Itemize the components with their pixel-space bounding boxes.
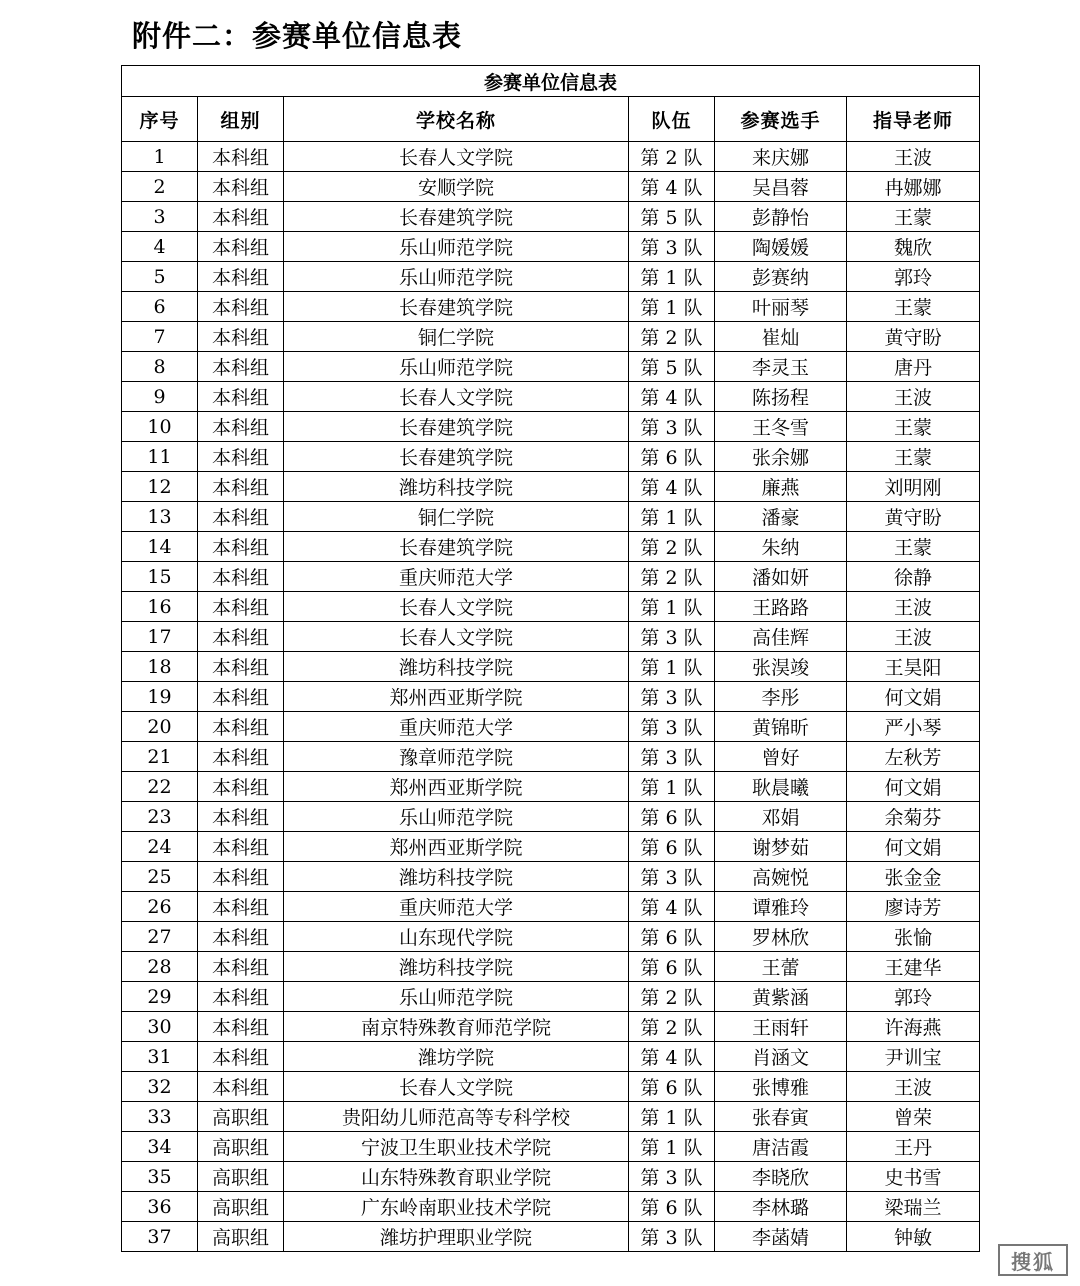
cell-group: 本科组 [198, 892, 284, 922]
cell-advisor: 王蒙 [847, 292, 980, 322]
cell-contestant: 谢梦茹 [715, 832, 847, 862]
cell-group: 本科组 [198, 382, 284, 412]
cell-group: 本科组 [198, 562, 284, 592]
cell-index: 19 [122, 682, 198, 712]
cell-team: 第 6 队 [629, 802, 715, 832]
cell-group: 本科组 [198, 1072, 284, 1102]
cell-contestant: 罗林欣 [715, 922, 847, 952]
table-row [122, 922, 980, 952]
cell-school: 潍坊护理职业学院 [284, 1222, 629, 1252]
cell-school: 郑州西亚斯学院 [284, 772, 629, 802]
cell-team: 第 6 队 [629, 922, 715, 952]
cell-school: 广东岭南职业技术学院 [284, 1192, 629, 1222]
cell-index: 24 [122, 832, 198, 862]
cell-group: 本科组 [198, 202, 284, 232]
cell-school: 长春人文学院 [284, 142, 629, 172]
table-row [122, 802, 980, 832]
cell-index: 5 [122, 262, 198, 292]
table-row [122, 682, 980, 712]
info-table [121, 65, 980, 1252]
table-caption: 参赛单位信息表 [122, 66, 980, 97]
cell-contestant: 崔灿 [715, 322, 847, 352]
cell-advisor: 何文娟 [847, 772, 980, 802]
cell-advisor: 何文娟 [847, 832, 980, 862]
cell-group: 本科组 [198, 802, 284, 832]
cell-team: 第 3 队 [629, 682, 715, 712]
cell-index: 37 [122, 1222, 198, 1252]
cell-advisor: 郭玲 [847, 262, 980, 292]
cell-team: 第 1 队 [629, 652, 715, 682]
cell-index: 27 [122, 922, 198, 952]
cell-contestant: 张淏竣 [715, 652, 847, 682]
cell-advisor: 魏欣 [847, 232, 980, 262]
cell-team: 第 3 队 [629, 1222, 715, 1252]
cell-contestant: 朱纳 [715, 532, 847, 562]
cell-index: 20 [122, 712, 198, 742]
cell-advisor: 王蒙 [847, 442, 980, 472]
cell-advisor: 王蒙 [847, 412, 980, 442]
cell-advisor: 王波 [847, 142, 980, 172]
cell-school: 潍坊科技学院 [284, 862, 629, 892]
table-row [122, 142, 980, 172]
cell-contestant: 廉燕 [715, 472, 847, 502]
cell-index: 29 [122, 982, 198, 1012]
cell-group: 本科组 [198, 532, 284, 562]
cell-contestant: 王蕾 [715, 952, 847, 982]
table-row [122, 322, 980, 352]
cell-school: 长春人文学院 [284, 592, 629, 622]
cell-advisor: 左秋芳 [847, 742, 980, 772]
cell-group: 本科组 [198, 292, 284, 322]
cell-team: 第 6 队 [629, 952, 715, 982]
table-row [122, 1162, 980, 1192]
cell-school: 郑州西亚斯学院 [284, 832, 629, 862]
cell-advisor: 钟敏 [847, 1222, 980, 1252]
cell-group: 本科组 [198, 622, 284, 652]
table-row [122, 472, 980, 502]
cell-team: 第 5 队 [629, 202, 715, 232]
cell-group: 高职组 [198, 1162, 284, 1192]
cell-team: 第 4 队 [629, 1042, 715, 1072]
cell-team: 第 2 队 [629, 562, 715, 592]
cell-group: 本科组 [198, 712, 284, 742]
cell-school: 长春建筑学院 [284, 532, 629, 562]
cell-school: 铜仁学院 [284, 502, 629, 532]
table-row [122, 262, 980, 292]
cell-index: 4 [122, 232, 198, 262]
cell-group: 本科组 [198, 742, 284, 772]
table-row [122, 1042, 980, 1072]
cell-index: 32 [122, 1072, 198, 1102]
cell-school: 重庆师范大学 [284, 712, 629, 742]
cell-school: 长春建筑学院 [284, 202, 629, 232]
cell-advisor: 王丹 [847, 1132, 980, 1162]
header-advisor: 指导老师 [847, 97, 980, 142]
cell-school: 潍坊科技学院 [284, 952, 629, 982]
cell-index: 17 [122, 622, 198, 652]
cell-contestant: 王冬雪 [715, 412, 847, 442]
cell-team: 第 6 队 [629, 1072, 715, 1102]
table-row [122, 1012, 980, 1042]
cell-team: 第 1 队 [629, 292, 715, 322]
cell-advisor: 严小琴 [847, 712, 980, 742]
cell-contestant: 曾好 [715, 742, 847, 772]
cell-contestant: 李晓欣 [715, 1162, 847, 1192]
cell-index: 2 [122, 172, 198, 202]
table-row [122, 532, 980, 562]
cell-team: 第 4 队 [629, 172, 715, 202]
cell-contestant: 张博雅 [715, 1072, 847, 1102]
table-row [122, 352, 980, 382]
cell-advisor: 王波 [847, 382, 980, 412]
cell-school: 乐山师范学院 [284, 232, 629, 262]
cell-contestant: 李林璐 [715, 1192, 847, 1222]
table-row [122, 742, 980, 772]
cell-advisor: 梁瑞兰 [847, 1192, 980, 1222]
table-row [122, 892, 980, 922]
cell-advisor: 王建华 [847, 952, 980, 982]
table-row [122, 982, 980, 1012]
table-row [122, 292, 980, 322]
cell-school: 山东特殊教育职业学院 [284, 1162, 629, 1192]
cell-advisor: 郭玲 [847, 982, 980, 1012]
cell-group: 高职组 [198, 1102, 284, 1132]
cell-group: 本科组 [198, 322, 284, 352]
table-row [122, 202, 980, 232]
cell-school: 贵阳幼儿师范高等专科学校 [284, 1102, 629, 1132]
cell-school: 长春人文学院 [284, 622, 629, 652]
cell-group: 高职组 [198, 1132, 284, 1162]
header-team: 队伍 [629, 97, 715, 142]
cell-group: 本科组 [198, 352, 284, 382]
cell-index: 26 [122, 892, 198, 922]
cell-school: 郑州西亚斯学院 [284, 682, 629, 712]
cell-team: 第 6 队 [629, 442, 715, 472]
cell-index: 25 [122, 862, 198, 892]
cell-team: 第 1 队 [629, 1132, 715, 1162]
cell-group: 本科组 [198, 412, 284, 442]
cell-index: 14 [122, 532, 198, 562]
cell-contestant: 邓娟 [715, 802, 847, 832]
cell-index: 33 [122, 1102, 198, 1132]
header-index: 序号 [122, 97, 198, 142]
watermark-logo: 搜狐 [998, 1244, 1068, 1276]
cell-contestant: 黄紫涵 [715, 982, 847, 1012]
cell-group: 本科组 [198, 772, 284, 802]
cell-school: 乐山师范学院 [284, 262, 629, 292]
cell-school: 长春人文学院 [284, 382, 629, 412]
cell-school: 长春建筑学院 [284, 292, 629, 322]
cell-index: 23 [122, 802, 198, 832]
cell-group: 本科组 [198, 172, 284, 202]
cell-team: 第 3 队 [629, 232, 715, 262]
cell-contestant: 黄锦昕 [715, 712, 847, 742]
cell-team: 第 4 队 [629, 892, 715, 922]
cell-team: 第 5 队 [629, 352, 715, 382]
cell-school: 豫章师范学院 [284, 742, 629, 772]
cell-contestant: 耿晨曦 [715, 772, 847, 802]
cell-group: 本科组 [198, 442, 284, 472]
cell-contestant: 李灵玉 [715, 352, 847, 382]
cell-advisor: 王蒙 [847, 202, 980, 232]
cell-index: 15 [122, 562, 198, 592]
cell-index: 7 [122, 322, 198, 352]
cell-team: 第 6 队 [629, 1192, 715, 1222]
cell-index: 35 [122, 1162, 198, 1192]
cell-contestant: 彭静怡 [715, 202, 847, 232]
cell-team: 第 2 队 [629, 1012, 715, 1042]
table-row [122, 862, 980, 892]
cell-team: 第 1 队 [629, 772, 715, 802]
cell-group: 本科组 [198, 652, 284, 682]
cell-group: 本科组 [198, 862, 284, 892]
cell-contestant: 潘如妍 [715, 562, 847, 592]
cell-advisor: 唐丹 [847, 352, 980, 382]
cell-school: 山东现代学院 [284, 922, 629, 952]
table-row [122, 952, 980, 982]
cell-group: 本科组 [198, 922, 284, 952]
cell-school: 宁波卫生职业技术学院 [284, 1132, 629, 1162]
cell-group: 本科组 [198, 952, 284, 982]
cell-group: 本科组 [198, 982, 284, 1012]
cell-index: 3 [122, 202, 198, 232]
cell-contestant: 张余娜 [715, 442, 847, 472]
cell-group: 本科组 [198, 1042, 284, 1072]
table-caption-row [122, 66, 980, 97]
cell-advisor: 王波 [847, 622, 980, 652]
cell-advisor: 黄守盼 [847, 322, 980, 352]
cell-advisor: 刘明刚 [847, 472, 980, 502]
cell-group: 高职组 [198, 1192, 284, 1222]
cell-group: 本科组 [198, 682, 284, 712]
cell-advisor: 张金金 [847, 862, 980, 892]
cell-team: 第 3 队 [629, 412, 715, 442]
cell-advisor: 尹训宝 [847, 1042, 980, 1072]
header-school: 学校名称 [284, 97, 629, 142]
cell-index: 12 [122, 472, 198, 502]
cell-team: 第 2 队 [629, 142, 715, 172]
table-row [122, 652, 980, 682]
cell-contestant: 王路路 [715, 592, 847, 622]
cell-index: 34 [122, 1132, 198, 1162]
cell-team: 第 6 队 [629, 832, 715, 862]
cell-group: 本科组 [198, 472, 284, 502]
header-contestant: 参赛选手 [715, 97, 847, 142]
cell-group: 高职组 [198, 1222, 284, 1252]
cell-school: 重庆师范大学 [284, 562, 629, 592]
cell-advisor: 张愉 [847, 922, 980, 952]
cell-advisor: 曾荣 [847, 1102, 980, 1132]
cell-group: 本科组 [198, 592, 284, 622]
cell-contestant: 彭赛纳 [715, 262, 847, 292]
cell-school: 长春建筑学院 [284, 442, 629, 472]
cell-index: 21 [122, 742, 198, 772]
cell-team: 第 1 队 [629, 262, 715, 292]
cell-advisor: 冉娜娜 [847, 172, 980, 202]
cell-index: 28 [122, 952, 198, 982]
cell-contestant: 高佳辉 [715, 622, 847, 652]
table-row [122, 832, 980, 862]
cell-team: 第 3 队 [629, 742, 715, 772]
cell-advisor: 王波 [847, 1072, 980, 1102]
cell-contestant: 叶丽琴 [715, 292, 847, 322]
cell-school: 安顺学院 [284, 172, 629, 202]
cell-contestant: 李菡婧 [715, 1222, 847, 1252]
cell-contestant: 王雨轩 [715, 1012, 847, 1042]
table-row [122, 172, 980, 202]
cell-team: 第 2 队 [629, 532, 715, 562]
cell-advisor: 王波 [847, 592, 980, 622]
table-row [122, 1222, 980, 1252]
table-row [122, 562, 980, 592]
cell-index: 10 [122, 412, 198, 442]
cell-contestant: 来庆娜 [715, 142, 847, 172]
cell-contestant: 高婉悦 [715, 862, 847, 892]
cell-school: 铜仁学院 [284, 322, 629, 352]
cell-advisor: 黄守盼 [847, 502, 980, 532]
cell-team: 第 3 队 [629, 862, 715, 892]
cell-advisor: 王蒙 [847, 532, 980, 562]
cell-advisor: 王昊阳 [847, 652, 980, 682]
table-row [122, 622, 980, 652]
cell-team: 第 2 队 [629, 982, 715, 1012]
cell-team: 第 1 队 [629, 502, 715, 532]
cell-group: 本科组 [198, 1012, 284, 1042]
cell-school: 潍坊学院 [284, 1042, 629, 1072]
cell-advisor: 廖诗芳 [847, 892, 980, 922]
cell-contestant: 陶媛媛 [715, 232, 847, 262]
cell-index: 6 [122, 292, 198, 322]
cell-group: 本科组 [198, 832, 284, 862]
cell-contestant: 吴昌蓉 [715, 172, 847, 202]
cell-advisor: 余菊芬 [847, 802, 980, 832]
cell-index: 36 [122, 1192, 198, 1222]
table-row [122, 712, 980, 742]
cell-contestant: 张春寅 [715, 1102, 847, 1132]
cell-index: 30 [122, 1012, 198, 1042]
cell-school: 长春人文学院 [284, 1072, 629, 1102]
table-row [122, 592, 980, 622]
cell-advisor: 许海燕 [847, 1012, 980, 1042]
cell-school: 潍坊科技学院 [284, 472, 629, 502]
cell-school: 长春建筑学院 [284, 412, 629, 442]
cell-team: 第 1 队 [629, 592, 715, 622]
header-group: 组别 [198, 97, 284, 142]
table-body [122, 142, 980, 1252]
cell-school: 乐山师范学院 [284, 802, 629, 832]
cell-contestant: 李彤 [715, 682, 847, 712]
cell-index: 31 [122, 1042, 198, 1072]
table-row [122, 1132, 980, 1162]
cell-contestant: 潘豪 [715, 502, 847, 532]
cell-team: 第 4 队 [629, 382, 715, 412]
cell-index: 1 [122, 142, 198, 172]
table-row [122, 1072, 980, 1102]
cell-group: 本科组 [198, 262, 284, 292]
cell-team: 第 4 队 [629, 472, 715, 502]
cell-team: 第 3 队 [629, 622, 715, 652]
table-row [122, 232, 980, 262]
cell-group: 本科组 [198, 232, 284, 262]
cell-index: 9 [122, 382, 198, 412]
cell-team: 第 2 队 [629, 322, 715, 352]
table-row [122, 502, 980, 532]
table-row [122, 412, 980, 442]
cell-group: 本科组 [198, 142, 284, 172]
cell-school: 乐山师范学院 [284, 982, 629, 1012]
table-row [122, 772, 980, 802]
cell-advisor: 史书雪 [847, 1162, 980, 1192]
cell-index: 22 [122, 772, 198, 802]
table-row [122, 1102, 980, 1132]
cell-advisor: 徐静 [847, 562, 980, 592]
table-row [122, 1192, 980, 1222]
cell-school: 潍坊科技学院 [284, 652, 629, 682]
cell-index: 8 [122, 352, 198, 382]
table-row [122, 442, 980, 472]
cell-contestant: 陈扬程 [715, 382, 847, 412]
cell-contestant: 谭雅玲 [715, 892, 847, 922]
table-row [122, 382, 980, 412]
cell-team: 第 1 队 [629, 1102, 715, 1132]
cell-contestant: 肖涵文 [715, 1042, 847, 1072]
page-title: 附件二：参赛单位信息表 [132, 19, 463, 53]
cell-school: 重庆师范大学 [284, 892, 629, 922]
cell-school: 南京特殊教育师范学院 [284, 1012, 629, 1042]
cell-contestant: 唐洁霞 [715, 1132, 847, 1162]
cell-index: 18 [122, 652, 198, 682]
cell-team: 第 3 队 [629, 712, 715, 742]
cell-group: 本科组 [198, 502, 284, 532]
table-header-row [122, 97, 980, 142]
cell-index: 13 [122, 502, 198, 532]
cell-school: 乐山师范学院 [284, 352, 629, 382]
cell-team: 第 3 队 [629, 1162, 715, 1192]
cell-index: 11 [122, 442, 198, 472]
cell-advisor: 何文娟 [847, 682, 980, 712]
cell-index: 16 [122, 592, 198, 622]
